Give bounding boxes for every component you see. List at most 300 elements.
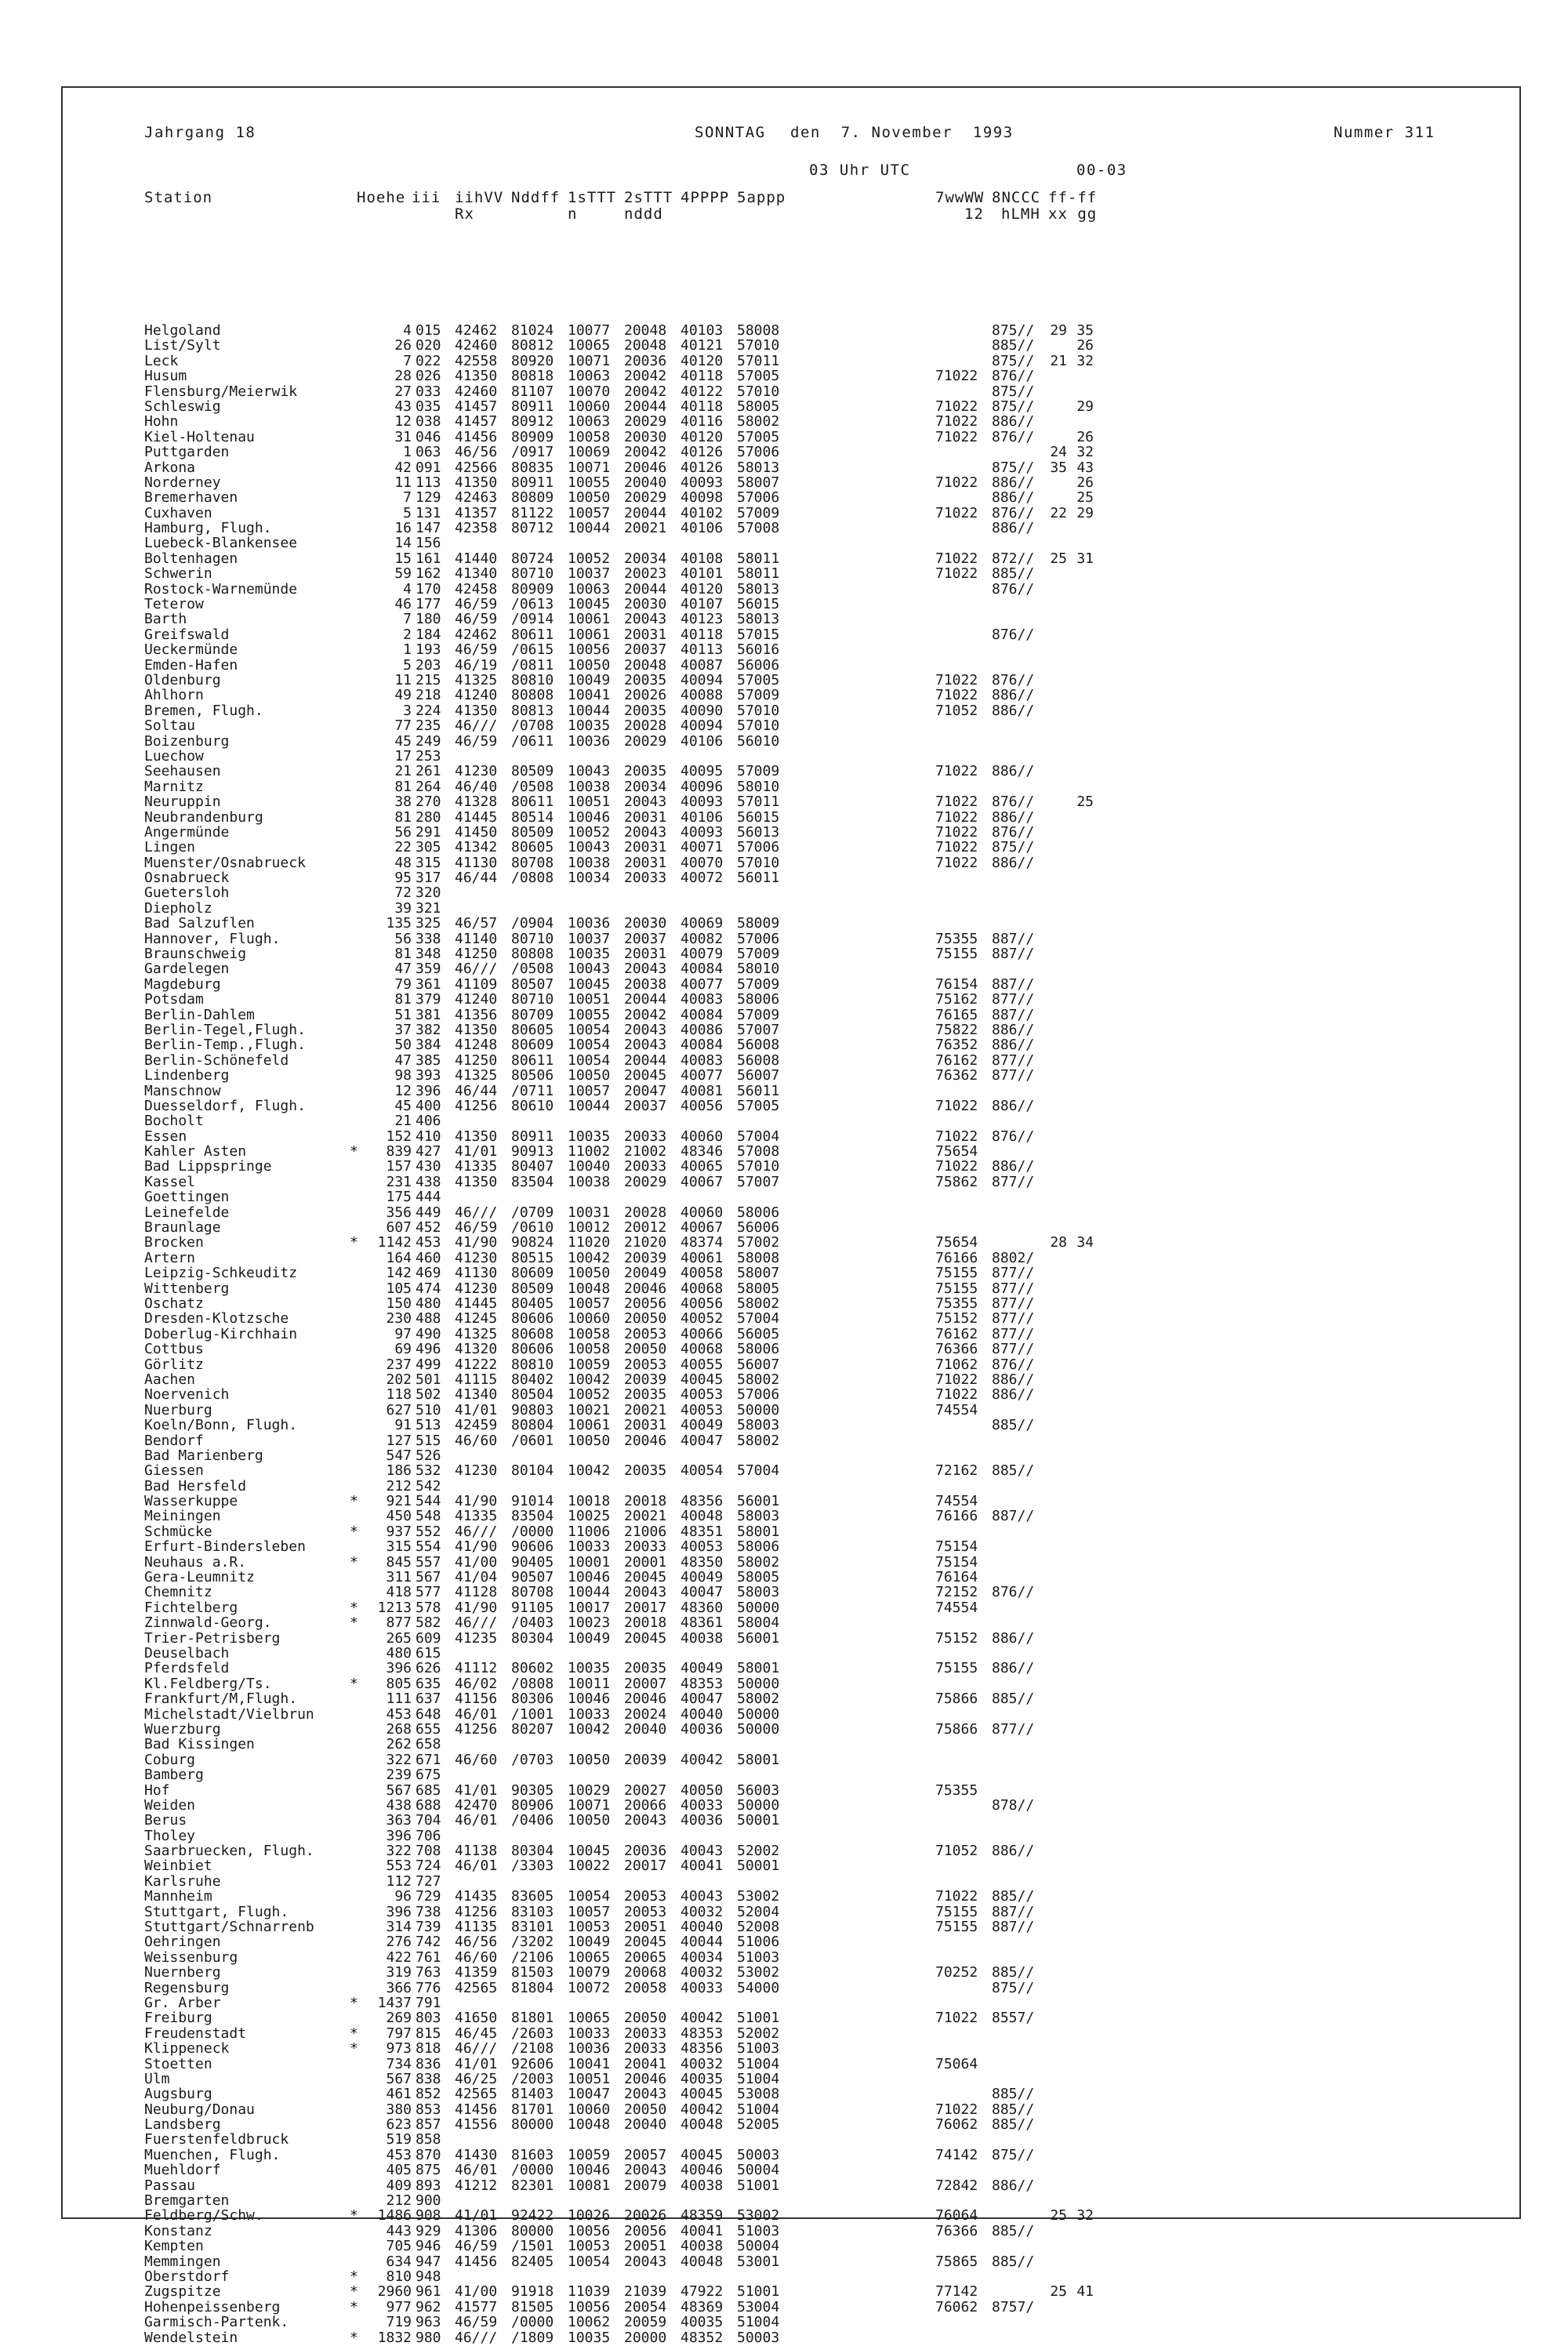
dewpoint-value: 20043 (624, 2162, 667, 2179)
temp-value: 10042 (568, 1249, 611, 1266)
temp-value: 10051 (568, 991, 611, 1008)
iihvv-value: 46/02 (455, 1675, 498, 1692)
temp-value: 10050 (568, 1751, 611, 1768)
nddff-value: 80608 (511, 1325, 554, 1342)
pressure-value: 40053 (681, 1401, 724, 1418)
hoehe-value: 453 (386, 2146, 412, 2163)
dewpoint-value: 20054 (624, 2298, 667, 2315)
clouds-value: 875// (992, 398, 1035, 415)
weather-value: 71022 (935, 398, 978, 415)
weather-value: 74554 (935, 1401, 978, 1418)
weather-value: 71022 (935, 474, 978, 491)
pressure-value: 40106 (681, 520, 724, 537)
temp-value: 10040 (568, 1158, 611, 1175)
iihvv-value: 41256 (455, 1720, 498, 1738)
tendency-value: 58005 (737, 398, 780, 415)
temp-value: 10061 (568, 611, 611, 628)
station-name: Regensburg (144, 1979, 230, 1996)
station-id: 857 (416, 2116, 441, 2134)
station-name: Oberstdorf (144, 2268, 230, 2285)
temp-value: 10042 (568, 1371, 611, 1388)
iihvv-value: 41335 (455, 1508, 498, 1525)
tendency-value: 56001 (737, 1629, 780, 1647)
pressure-value: 40035 (681, 2314, 724, 2331)
nddff-value: 80709 (511, 1006, 554, 1023)
iihvv-value: 41230 (455, 1249, 498, 1266)
temp-value: 10043 (568, 839, 611, 856)
dewpoint-value: 20024 (624, 1705, 667, 1723)
gust-gg: 41 (1076, 2283, 1094, 2301)
station-name: Bad Lippspringe (144, 1158, 272, 1175)
station-name: Mannheim (144, 1888, 212, 1905)
temp-value: 10012 (568, 1219, 611, 1237)
mountain-marker: * (350, 1143, 358, 1160)
station-id: 490 (416, 1325, 441, 1342)
weather-value: 71022 (935, 2101, 978, 2118)
tendency-value: 51004 (737, 2070, 780, 2087)
iihvv-value: 41456 (455, 428, 498, 445)
tendency-value: 58001 (737, 1751, 780, 1768)
pressure-value: 40060 (681, 1204, 724, 1221)
nddff-value: 80104 (511, 1462, 554, 1480)
temp-value: 10058 (568, 428, 611, 445)
dewpoint-value: 20029 (624, 732, 667, 750)
tendency-value: 58013 (737, 580, 780, 597)
iihvv-value: 46/59 (455, 596, 498, 613)
pressure-value: 40032 (681, 1964, 724, 1981)
temp-value: 10033 (568, 2025, 611, 2042)
temp-value: 10025 (568, 1508, 611, 1525)
station-id: 637 (416, 1690, 441, 1708)
temp-value: 10035 (568, 717, 611, 735)
nddff-value: /0709 (511, 1204, 554, 1221)
station-id: 948 (416, 2268, 441, 2285)
dewpoint-value: 20030 (624, 915, 667, 932)
pressure-value: 48369 (681, 2298, 724, 2315)
tendency-value: 57004 (737, 1462, 780, 1480)
temp-value: 10046 (568, 1690, 611, 1708)
dewpoint-value: 20046 (624, 1432, 667, 1449)
temp-value: 10057 (568, 1295, 611, 1312)
tendency-value: 57010 (737, 337, 780, 354)
clouds-value: 886// (992, 1629, 1035, 1647)
temp-value: 10071 (568, 459, 611, 476)
tendency-value: 58008 (737, 322, 780, 339)
col-pressure: 4PPPP (681, 189, 730, 206)
tendency-value: 57005 (737, 428, 780, 445)
hoehe-value: 845 (386, 1553, 412, 1571)
pressure-value: 40047 (681, 1690, 724, 1708)
nddff-value: 80609 (511, 1037, 554, 1054)
nddff-value: 81804 (511, 1979, 554, 1996)
station-id: 776 (416, 1979, 441, 1996)
weather-value: 76366 (935, 1341, 978, 1358)
weather-value: 76162 (935, 1325, 978, 1342)
station-name: Stuttgart/Schnarrenb (144, 1919, 314, 1936)
station-name: Garmisch-Partenk. (144, 2314, 289, 2331)
nddff-value: 80708 (511, 1584, 554, 1601)
iihvv-value: 42462 (455, 626, 498, 643)
temp-value: 10053 (568, 2238, 611, 2255)
dewpoint-value: 20026 (624, 687, 667, 704)
tendency-value: 57006 (737, 489, 780, 507)
clouds-value: 8757/ (992, 2298, 1035, 2315)
weekday-label: SONNTAG (695, 124, 766, 141)
nddff-value: 80710 (511, 991, 554, 1008)
hoehe-value: 607 (386, 1219, 412, 1237)
hoehe-value: 12 (394, 413, 412, 430)
station-name: Stuttgart, Flugh. (144, 1903, 289, 1920)
nddff-value: 83504 (511, 1508, 554, 1525)
hoehe-value: 7 (403, 352, 412, 369)
hoehe-value: 49 (394, 687, 412, 704)
tendency-value: 57005 (737, 1097, 780, 1114)
nddff-value: 90913 (511, 1143, 554, 1160)
tendency-value: 56006 (737, 656, 780, 674)
station-id: 022 (416, 352, 441, 369)
station-id: 177 (416, 596, 441, 613)
station-id: 026 (416, 368, 441, 385)
station-id: 224 (416, 702, 441, 719)
station-name: Essen (144, 1128, 187, 1145)
pressure-value: 40094 (681, 717, 724, 735)
tendency-value: 57006 (737, 1386, 780, 1404)
station-name: Oldenburg (144, 671, 221, 688)
hoehe-value: 396 (386, 1903, 412, 1920)
temp-value: 10054 (568, 1021, 611, 1038)
station-id: 513 (416, 1417, 441, 1434)
pressure-value: 40048 (681, 1508, 724, 1525)
station-name: Gardelegen (144, 961, 230, 978)
hoehe-value: 230 (386, 1310, 412, 1327)
nddff-value: /2106 (511, 1948, 554, 1966)
clouds-value: 886// (992, 489, 1035, 507)
temp-value: 10046 (568, 1569, 611, 1586)
hoehe-value: 2960 (377, 2283, 412, 2301)
weather-value: 75155 (935, 1660, 978, 1677)
pressure-value: 40088 (681, 687, 724, 704)
iihvv-value: 41340 (455, 565, 498, 583)
dewpoint-value: 20043 (624, 794, 667, 811)
temp-value: 10044 (568, 702, 611, 719)
iihvv-value: 42458 (455, 580, 498, 597)
weather-value: 71022 (935, 671, 978, 688)
nddff-value: 92606 (511, 2055, 554, 2072)
hoehe-value: 396 (386, 1827, 412, 1844)
iihvv-value: 41112 (455, 1660, 498, 1677)
nddff-value: 80808 (511, 687, 554, 704)
weather-value: 74554 (935, 1493, 978, 1510)
pressure-value: 48356 (681, 2040, 724, 2057)
station-id: 648 (416, 1705, 441, 1723)
iihvv-value: 46/56 (455, 1934, 498, 1951)
hoehe-value: 438 (386, 1796, 412, 1814)
clouds-value: 8802/ (992, 1249, 1035, 1266)
dewpoint-value: 20035 (624, 1660, 667, 1677)
station-id: 554 (416, 1538, 441, 1556)
station-id: 406 (416, 1113, 441, 1130)
pressure-value: 40067 (681, 1219, 724, 1237)
pressure-value: 40071 (681, 839, 724, 856)
weather-value: 74554 (935, 1599, 978, 1616)
station-name: Hohn (144, 413, 179, 430)
dewpoint-value: 20044 (624, 504, 667, 521)
nddff-value: 80912 (511, 413, 554, 430)
clouds-value: 886// (992, 1021, 1035, 1038)
dewpoint-value: 20049 (624, 1265, 667, 1282)
station-name: Bremgarten (144, 2192, 230, 2210)
temp-value: 10001 (568, 1553, 611, 1571)
station-id: 480 (416, 1295, 441, 1312)
weather-value: 75865 (935, 2253, 978, 2270)
station-name: Norderney (144, 474, 221, 491)
temp-value: 10059 (568, 1356, 611, 1373)
weather-value: 71022 (935, 854, 978, 871)
clouds-value: 877// (992, 1280, 1035, 1297)
pressure-value: 40082 (681, 930, 724, 947)
weather-value: 75355 (935, 1781, 978, 1799)
gust-xx: 25 (1050, 550, 1067, 567)
dewpoint-value: 20031 (624, 626, 667, 643)
tendency-value: 57004 (737, 1128, 780, 1145)
temp-value: 10050 (568, 489, 611, 507)
hoehe-value: 276 (386, 1934, 412, 1951)
tendency-value: 57010 (737, 383, 780, 400)
temp-value: 10070 (568, 383, 611, 400)
iihvv-value: 41556 (455, 2116, 498, 2134)
station-name: Michelstadt/Vielbrun (144, 1705, 314, 1723)
nddff-value: /0708 (511, 717, 554, 735)
clouds-value: 885// (992, 2101, 1035, 2118)
tendency-value: 57015 (737, 626, 780, 643)
dewpoint-value: 20035 (624, 1462, 667, 1480)
dewpoint-value: 20029 (624, 1173, 667, 1190)
station-id: 836 (416, 2055, 441, 2072)
station-id: 038 (416, 413, 441, 430)
station-name: Wuerzburg (144, 1720, 221, 1738)
hoehe-value: 239 (386, 1767, 412, 1784)
station-name: Nuerburg (144, 1401, 212, 1418)
clouds-value: 876// (992, 1584, 1035, 1601)
dewpoint-value: 20021 (624, 520, 667, 537)
station-id: 203 (416, 656, 441, 674)
dewpoint-value: 20043 (624, 1037, 667, 1054)
col-weather: 7wwWW (935, 189, 985, 206)
station-id: 655 (416, 1720, 441, 1738)
temp-value: 10034 (568, 870, 611, 887)
nddff-value: 81505 (511, 2298, 554, 2315)
tendency-value: 51003 (737, 1948, 780, 1966)
col-hoehe: Hoehe (357, 189, 406, 206)
station-id: 557 (416, 1553, 441, 1571)
station-id: 818 (416, 2040, 441, 2057)
station-id: 675 (416, 1767, 441, 1784)
dewpoint-value: 20056 (624, 1295, 667, 1312)
weather-value: 75064 (935, 2055, 978, 2072)
station-id: 496 (416, 1341, 441, 1358)
station-id: 035 (416, 398, 441, 415)
station-name: Ahlhorn (144, 687, 204, 704)
station-name: Lingen (144, 839, 196, 856)
station-id: 742 (416, 1934, 441, 1951)
station-name: Osnabrueck (144, 870, 230, 887)
gust-gg: 25 (1076, 489, 1094, 507)
iihvv-value: 41650 (455, 2010, 498, 2027)
clouds-value: 886// (992, 1097, 1035, 1114)
temp-value: 10017 (568, 1599, 611, 1616)
iihvv-value: 46/// (455, 961, 498, 978)
hoehe-value: 91 (394, 1417, 412, 1434)
pressure-value: 40045 (681, 2146, 724, 2163)
hoehe-value: 810 (386, 2268, 412, 2285)
mountain-marker: * (350, 2268, 358, 2285)
pressure-value: 40047 (681, 1584, 724, 1601)
nddff-value: 80507 (511, 975, 554, 993)
hoehe-value: 127 (386, 1432, 412, 1449)
iihvv-value: 41/90 (455, 1599, 498, 1616)
pressure-value: 40113 (681, 641, 724, 659)
nddff-value: 80306 (511, 1690, 554, 1708)
temp-value: 10058 (568, 1325, 611, 1342)
gust-gg: 26 (1076, 337, 1094, 354)
station-id: 582 (416, 1614, 441, 1632)
gust-gg: 29 (1076, 504, 1094, 521)
temp-value: 10041 (568, 687, 611, 704)
nddff-value: 90606 (511, 1538, 554, 1556)
temp-value: 10048 (568, 2116, 611, 2134)
temp-value: 10050 (568, 1265, 611, 1282)
pressure-value: 40042 (681, 1751, 724, 1768)
iihvv-value: 41350 (455, 474, 498, 491)
nddff-value: 80515 (511, 1249, 554, 1266)
nddff-value: /0615 (511, 641, 554, 659)
mountain-marker: * (350, 2040, 358, 2057)
station-id: 170 (416, 580, 441, 597)
tendency-value: 58001 (737, 1660, 780, 1677)
hoehe-value: 98 (394, 1067, 412, 1084)
temp-value: 10057 (568, 504, 611, 521)
tendency-value: 50001 (737, 1858, 780, 1875)
iihvv-value: 41/90 (455, 1493, 498, 1510)
station-id: 264 (416, 778, 441, 795)
col-clouds: 8NCCC (992, 189, 1041, 206)
iihvv-value: 46/59 (455, 641, 498, 659)
pressure-value: 40045 (681, 1371, 724, 1388)
iihvv-value: 46/45 (455, 2025, 498, 2042)
hoehe-value: 839 (386, 1143, 412, 1160)
station-name: Rostock-Warnemünde (144, 580, 298, 597)
station-name: Fuerstenfeldbruck (144, 2131, 289, 2148)
temp-value: 10055 (568, 474, 611, 491)
clouds-value: 885// (992, 2222, 1035, 2239)
weather-value: 71062 (935, 1356, 978, 1373)
temp-value: 10052 (568, 550, 611, 567)
nddff-value: 80911 (511, 1128, 554, 1145)
temp-value: 10035 (568, 1660, 611, 1677)
tendency-value: 57008 (737, 520, 780, 537)
station-name: Angermünde (144, 823, 230, 841)
pressure-value: 40045 (681, 2086, 724, 2103)
pressure-value: 40102 (681, 504, 724, 521)
clouds-value: 886// (992, 1386, 1035, 1404)
nddff-value: 80712 (511, 520, 554, 537)
nddff-value: /0914 (511, 611, 554, 628)
pressure-value: 48361 (681, 1614, 724, 1632)
station-id: 033 (416, 383, 441, 400)
tendency-value: 56016 (737, 641, 780, 659)
dewpoint-value: 20000 (624, 2329, 667, 2346)
pressure-value: 40096 (681, 778, 724, 795)
dewpoint-value: 20033 (624, 1158, 667, 1175)
iihvv-value: 46/01 (455, 1705, 498, 1723)
gust-gg: 32 (1076, 352, 1094, 369)
clouds-value: 875// (992, 322, 1035, 339)
temp-value: 10056 (568, 2222, 611, 2239)
hoehe-value: 973 (386, 2040, 412, 2057)
nddff-value: 80835 (511, 459, 554, 476)
hoehe-value: 157 (386, 1158, 412, 1175)
nddff-value: /0406 (511, 1812, 554, 1829)
tendency-value: 57006 (737, 839, 780, 856)
temp-value: 10044 (568, 1097, 611, 1114)
station-id: 162 (416, 565, 441, 583)
station-name: Braunschweig (144, 946, 247, 963)
tendency-value: 50000 (737, 1401, 780, 1418)
dewpoint-value: 20044 (624, 1051, 667, 1069)
dewpoint-value: 21006 (624, 1523, 667, 1540)
clouds-value: 886// (992, 2177, 1035, 2194)
clouds-value: 886// (992, 702, 1035, 719)
tendency-value: 57010 (737, 1158, 780, 1175)
station-id: 635 (416, 1675, 441, 1692)
dewpoint-value: 20028 (624, 717, 667, 735)
temp-value: 10038 (568, 854, 611, 871)
clouds-value: 872// (992, 550, 1035, 567)
weather-value: 71022 (935, 413, 978, 430)
clouds-value: 885// (992, 1888, 1035, 1905)
iihvv-value: 41140 (455, 930, 498, 947)
tendency-value: 57011 (737, 794, 780, 811)
station-id: 961 (416, 2283, 441, 2301)
tendency-value: 58003 (737, 1508, 780, 1525)
dewpoint-value: 20041 (624, 2055, 667, 2072)
nddff-value: 80611 (511, 626, 554, 643)
nddff-value: 80804 (511, 1417, 554, 1434)
pressure-value: 40077 (681, 975, 724, 993)
weather-value: 72152 (935, 1584, 978, 1601)
tendency-value: 58005 (737, 1569, 780, 1586)
dewpoint-value: 20037 (624, 1097, 667, 1114)
iihvv-value: 41320 (455, 1341, 498, 1358)
gust-xx: 24 (1050, 444, 1067, 461)
hoehe-value: 21 (394, 763, 412, 780)
station-name: Giessen (144, 1462, 204, 1480)
station-id: 671 (416, 1751, 441, 1768)
weather-value: 75152 (935, 1310, 978, 1327)
iihvv-value: 42462 (455, 322, 498, 339)
clouds-value: 875// (992, 1979, 1035, 1996)
pressure-value: 40041 (681, 2222, 724, 2239)
dewpoint-value: 20012 (624, 1219, 667, 1237)
observation-time: 03 Uhr UTC (809, 162, 911, 179)
nddff-value: 80509 (511, 1280, 554, 1297)
iihvv-value: 41430 (455, 2146, 498, 2163)
iihvv-value: 41/90 (455, 1234, 498, 1251)
pressure-value: 40120 (681, 428, 724, 445)
station-id: 453 (416, 1234, 441, 1251)
hoehe-value: 269 (386, 2010, 412, 2027)
station-name: Zugspitze (144, 2283, 221, 2301)
